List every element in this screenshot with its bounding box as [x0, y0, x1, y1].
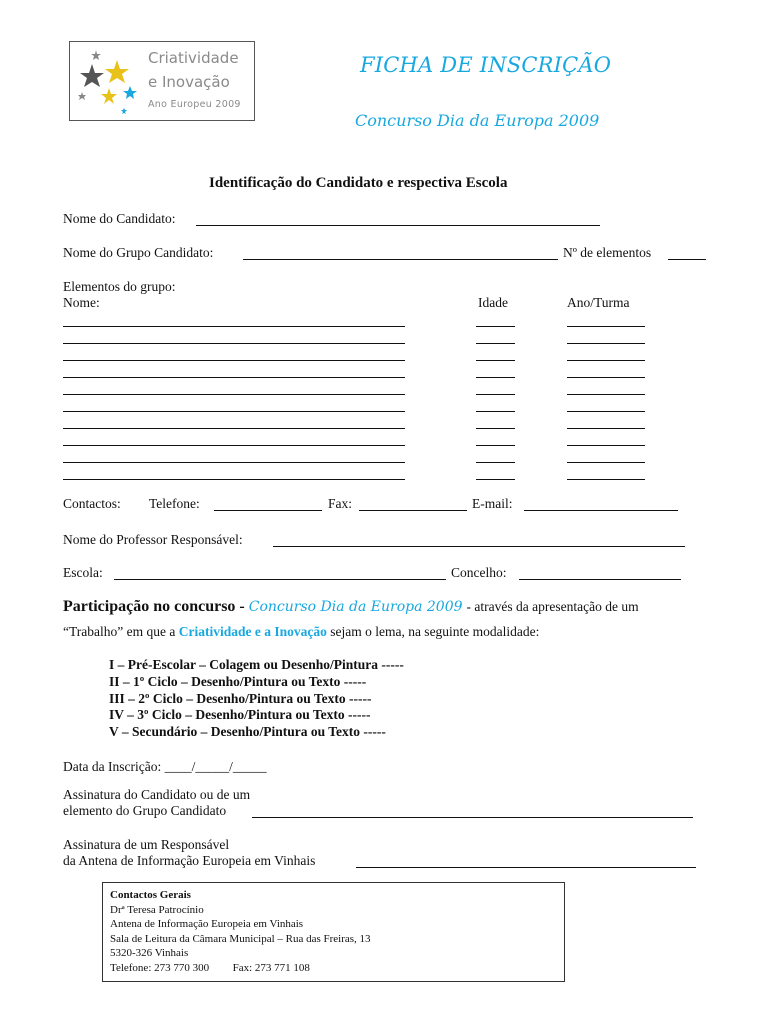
form-subtitle: Concurso Dia da Europa 2009: [355, 111, 600, 130]
participation-line1-rest: - através da apresentação de um: [466, 599, 639, 614]
email-field[interactable]: [524, 510, 678, 511]
participation-line2-post: sejam o lema, na seguinte modalidade:: [330, 624, 540, 639]
group-name-label: Nome do Grupo Candidato:: [63, 245, 214, 260]
member-name-field[interactable]: [63, 360, 405, 361]
member-name-field[interactable]: [63, 343, 405, 344]
member-year-class-field[interactable]: [567, 360, 645, 361]
member-name-field[interactable]: [63, 445, 405, 446]
municipality-label: Concelho:: [451, 565, 507, 580]
star-gray-icon: [91, 50, 101, 60]
signature-1-field[interactable]: [252, 817, 693, 818]
municipality-field[interactable]: [519, 579, 681, 580]
member-year-class-field[interactable]: [567, 411, 645, 412]
star-blue-tiny-icon: [121, 108, 127, 114]
teacher-label: Nome do Professor Responsável:: [63, 532, 243, 547]
star-blue-icon: [123, 86, 137, 99]
member-year-class-field[interactable]: [567, 326, 645, 327]
fax-field[interactable]: [359, 510, 467, 511]
school-label: Escola:: [63, 565, 103, 580]
email-label: E-mail:: [472, 496, 513, 511]
member-age-field[interactable]: [476, 343, 515, 344]
logo-line-3: Ano Europeu 2009: [148, 99, 241, 110]
member-year-class-field[interactable]: [567, 462, 645, 463]
member-name-field[interactable]: [63, 411, 405, 412]
contacts-organization: Antena de Informação Europeia em Vinhais: [110, 918, 304, 931]
member-year-class-field[interactable]: [567, 428, 645, 429]
school-field[interactable]: [114, 579, 446, 580]
logo-line-1: Criatividade: [148, 49, 239, 67]
phone-label: Telefone:: [149, 496, 200, 511]
modality-3: III – 2º Ciclo – Desenho/Pintura ou Texto -----: [109, 691, 372, 706]
member-age-field[interactable]: [476, 479, 515, 480]
member-year-class-field[interactable]: [567, 394, 645, 395]
contacts-address: Sala de Leitura da Câmara Municipal – Rua das Freiras, 13: [110, 932, 371, 945]
contacts-fax: Fax: 273 771 108: [232, 961, 310, 974]
member-year-class-field[interactable]: [567, 445, 645, 446]
candidate-name-field[interactable]: [196, 225, 600, 226]
member-age-field[interactable]: [476, 445, 515, 446]
modality-1: I – Pré-Escolar – Colagem ou Desenho/Pintura -----: [109, 657, 404, 672]
star-gray-small-icon: [78, 92, 86, 100]
participation-heading: [63, 598, 639, 616]
member-name-field[interactable]: [63, 479, 405, 480]
member-name-field[interactable]: [63, 428, 405, 429]
member-age-field[interactable]: [476, 377, 515, 378]
member-name-field[interactable]: [63, 377, 405, 378]
group-name-field[interactable]: [243, 259, 558, 260]
logo-line-2: e Inovação: [148, 73, 230, 91]
member-age-field[interactable]: [476, 394, 515, 395]
contacts-title: Contactos Gerais: [110, 889, 191, 901]
stars-icon: [70, 42, 142, 120]
member-age-field[interactable]: [476, 411, 515, 412]
signature-2-line-2: da Antena de Informação Europeia em Vinhais: [63, 853, 316, 868]
participation-line2-pre: “Trabalho” em que a: [63, 624, 176, 639]
participation-heading-text: Participação no concurso -: [63, 598, 245, 615]
signature-2-line-1: Assinatura de um Responsável: [63, 837, 230, 852]
year-class-column-header: Ano/Turma: [567, 295, 630, 310]
members-count-field[interactable]: [668, 259, 706, 260]
participation-line-2: [63, 624, 539, 640]
phone-field[interactable]: [214, 510, 322, 511]
member-year-class-field[interactable]: [567, 343, 645, 344]
contacts-box: [102, 882, 565, 982]
modality-5: V – Secundário – Desenho/Pintura ou Texto -----: [109, 724, 386, 739]
member-name-field[interactable]: [63, 462, 405, 463]
star-yellow-icon: [105, 60, 129, 83]
section-heading: Identificação do Candidato e respectiva Escola: [209, 175, 508, 191]
contacts-person: Drª Teresa Patrocínio: [110, 903, 204, 916]
member-age-field[interactable]: [476, 428, 515, 429]
participation-contest-name: Concurso Dia da Europa 2009: [248, 599, 463, 615]
member-year-class-field[interactable]: [567, 479, 645, 480]
member-age-field[interactable]: [476, 462, 515, 463]
star-dark-icon: [80, 64, 104, 87]
fax-label: Fax:: [328, 496, 353, 511]
contacts-label: Contactos:: [63, 496, 121, 511]
contacts-postal: 5320-326 Vinhais: [110, 947, 189, 960]
member-name-field[interactable]: [63, 394, 405, 395]
age-column-header: Idade: [478, 295, 508, 310]
members-count-label: Nº de elementos: [563, 245, 652, 260]
registration-date[interactable]: Data da Inscrição: ____/_____/_____: [63, 759, 267, 774]
member-age-field[interactable]: [476, 326, 515, 327]
participation-highlight: Criatividade e a Inovação: [178, 624, 327, 639]
group-elements-label: Elementos do grupo:: [63, 279, 176, 294]
signature-1-line-2: elemento do Grupo Candidato: [63, 803, 227, 818]
signature-2-field[interactable]: [356, 867, 696, 868]
star-yellow-small-icon: [101, 88, 117, 104]
signature-1-line-1: Assinatura do Candidato ou de um: [63, 787, 251, 802]
member-year-class-field[interactable]: [567, 377, 645, 378]
teacher-field[interactable]: [273, 546, 685, 547]
candidate-name-label: Nome do Candidato:: [63, 211, 176, 226]
member-age-field[interactable]: [476, 360, 515, 361]
contacts-phone: Telefone: 273 770 300: [110, 961, 210, 974]
member-name-field[interactable]: [63, 326, 405, 327]
logo: [69, 41, 255, 121]
contacts-phone-fax: [110, 961, 564, 976]
form-title: FICHA DE INSCRIÇÃO: [360, 53, 612, 77]
name-column-header: Nome:: [63, 295, 100, 310]
modality-2: II – 1º Ciclo – Desenho/Pintura ou Texto -----: [109, 674, 367, 689]
modality-4: IV – 3º Ciclo – Desenho/Pintura ou Texto -----: [109, 707, 371, 722]
